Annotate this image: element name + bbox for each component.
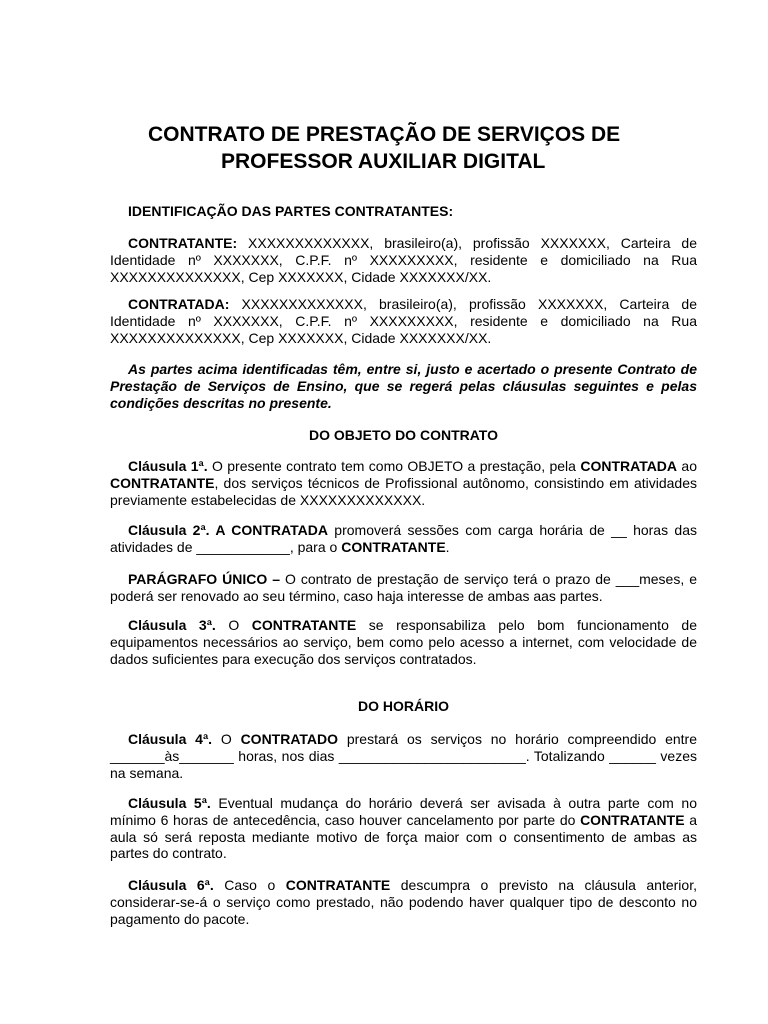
document-title [110,121,697,175]
clausula-6-label: Cláusula 6ª. [128,877,214,893]
clausula-1-text-c: , dos serviços técnicos de Profissional autônomo, consistindo em atividades previamente estabelecidas de XXXXXXXXXXXXX. [110,474,697,508]
identificacao-heading: IDENTIFICAÇÃO DAS PARTES CONTRATANTES: [128,203,454,219]
intro-paragraph: As partes acima identificadas têm, entre si, justo e acertado o presente Contrato de Prestação de Serviços de Ensino, que se regerá pelas cláusulas seguintes e pelas condições descritas no presente. [110,361,697,411]
clausula-1-bold-b: CONTRATANTE [110,474,215,491]
clausula-5 [110,795,697,862]
clausula-3-label: Cláusula 3ª. [128,617,216,633]
clausula-3-text-b: se responsabiliza pelo bom funcionamento de equipamentos necessários ao serviço, bem como pelo acesso a internet, com velocidade de dados suficientes para execução dos serviços contratados. [110,617,697,667]
contratada-label: CONTRATADA: [128,296,230,312]
contratante-text: XXXXXXXXXXXXX, brasileiro(a), profissão XXXXXXX, Carteira de Identidade nº XXXXXXX, C.P.F. nº XXXXXXXXX, residente e domiciliado na Rua XXXXXXXXXXXXXX, Cep XXXXXXX, Cidade XXXXXXX/XX. [110,235,697,285]
paragrafo-unico-text: O contrato de prestação de serviço terá o prazo de ___meses, e poderá ser renovado ao seu término, caso haja interesse de ambas aas partes. [110,571,697,604]
clausula-4-bold-a: CONTRATADO [240,731,339,747]
clausula-4-label: Cláusula 4ª. [128,731,213,747]
section-heading-horario [110,698,697,715]
contratada-text: XXXXXXXXXXXXX, brasileiro(a), profissão XXXXXXX, Carteira de Identidade nº XXXXXXX, C.P.F. nº XXXXXXXXX, residente e domiciliado na Rua XXXXXXXXXXXXXX, Cep XXXXXXX, Cidade XXXXXXX/XX. [110,296,697,346]
paragrafo-unico [110,571,697,605]
clausula-4-text-b: prestará os serviços no horário compreendido entre _______às_______ horas, nos dias ________________________. Totalizando ______ vezes na semana. [110,731,697,781]
clausula-1-text-a: O presente contrato tem como OBJETO a prestação, pela [207,458,581,474]
clausula-2-label: Cláusula 2ª. A CONTRATADA [128,522,328,538]
clausula-3-text-a: O [215,617,252,633]
contratante-label: CONTRATANTE: [128,235,238,251]
clausula-1-text-b: ao [677,458,697,474]
objeto-heading: DO OBJETO DO CONTRATO [308,427,498,443]
clausula-5-label: Cláusula 5ª. [128,795,211,811]
clausula-3-bold-a: CONTRATANTE [251,617,357,633]
clausula-2-text-b: . [445,538,450,555]
clausula-5-text-a: Eventual mudança do horário deverá ser avisada à outra parte com no mínimo 6 horas de antecedência, caso houver cancelamento por parte do [110,795,697,828]
clausula-6-bold-a: CONTRATANTE [285,877,391,893]
contratada-paragraph [110,296,697,346]
clausula-2-bold-a: CONTRATANTE [341,538,446,555]
clausula-1-label: Cláusula 1ª. [128,458,208,474]
section-heading-objeto [110,427,697,444]
clausula-1-bold-a: CONTRATADA [580,458,678,474]
clausula-6-text-b: descumpra o previsto na cláusula anterior, considerar-se-á o serviço como prestado, não podendo haver qualquer tipo de desconto no pagamento do pacote. [110,877,697,927]
section-heading-identificacao [110,203,697,220]
horario-heading: DO HORÁRIO [358,698,449,714]
clausula-3 [110,617,697,667]
clausula-2-text-a: promoverá sessões com carga horária de __ horas das atividades de ____________, para o [110,522,697,555]
title-line-2: PROFESSOR AUXILIAR DIGITAL [221,150,546,173]
paragrafo-unico-label: PARÁGRAFO ÚNICO – [128,571,281,587]
clausula-5-text-b: a aula só será reposta mediante motivo de força maior com o consentimento de ambas as partes do contrato. [110,811,697,862]
title-line-1: CONTRATO DE PRESTAÇÃO DE SERVIÇOS DE [148,123,621,146]
clausula-5-bold-a: CONTRATANTE [580,811,685,828]
clausula-6 [110,877,697,927]
clausula-4 [110,731,697,781]
clausula-1 [110,458,697,508]
contratante-paragraph [110,235,697,285]
clausula-2 [110,522,697,556]
clausula-6-text-a: Caso o [213,877,286,893]
clausula-4-text-a: O [212,731,241,747]
